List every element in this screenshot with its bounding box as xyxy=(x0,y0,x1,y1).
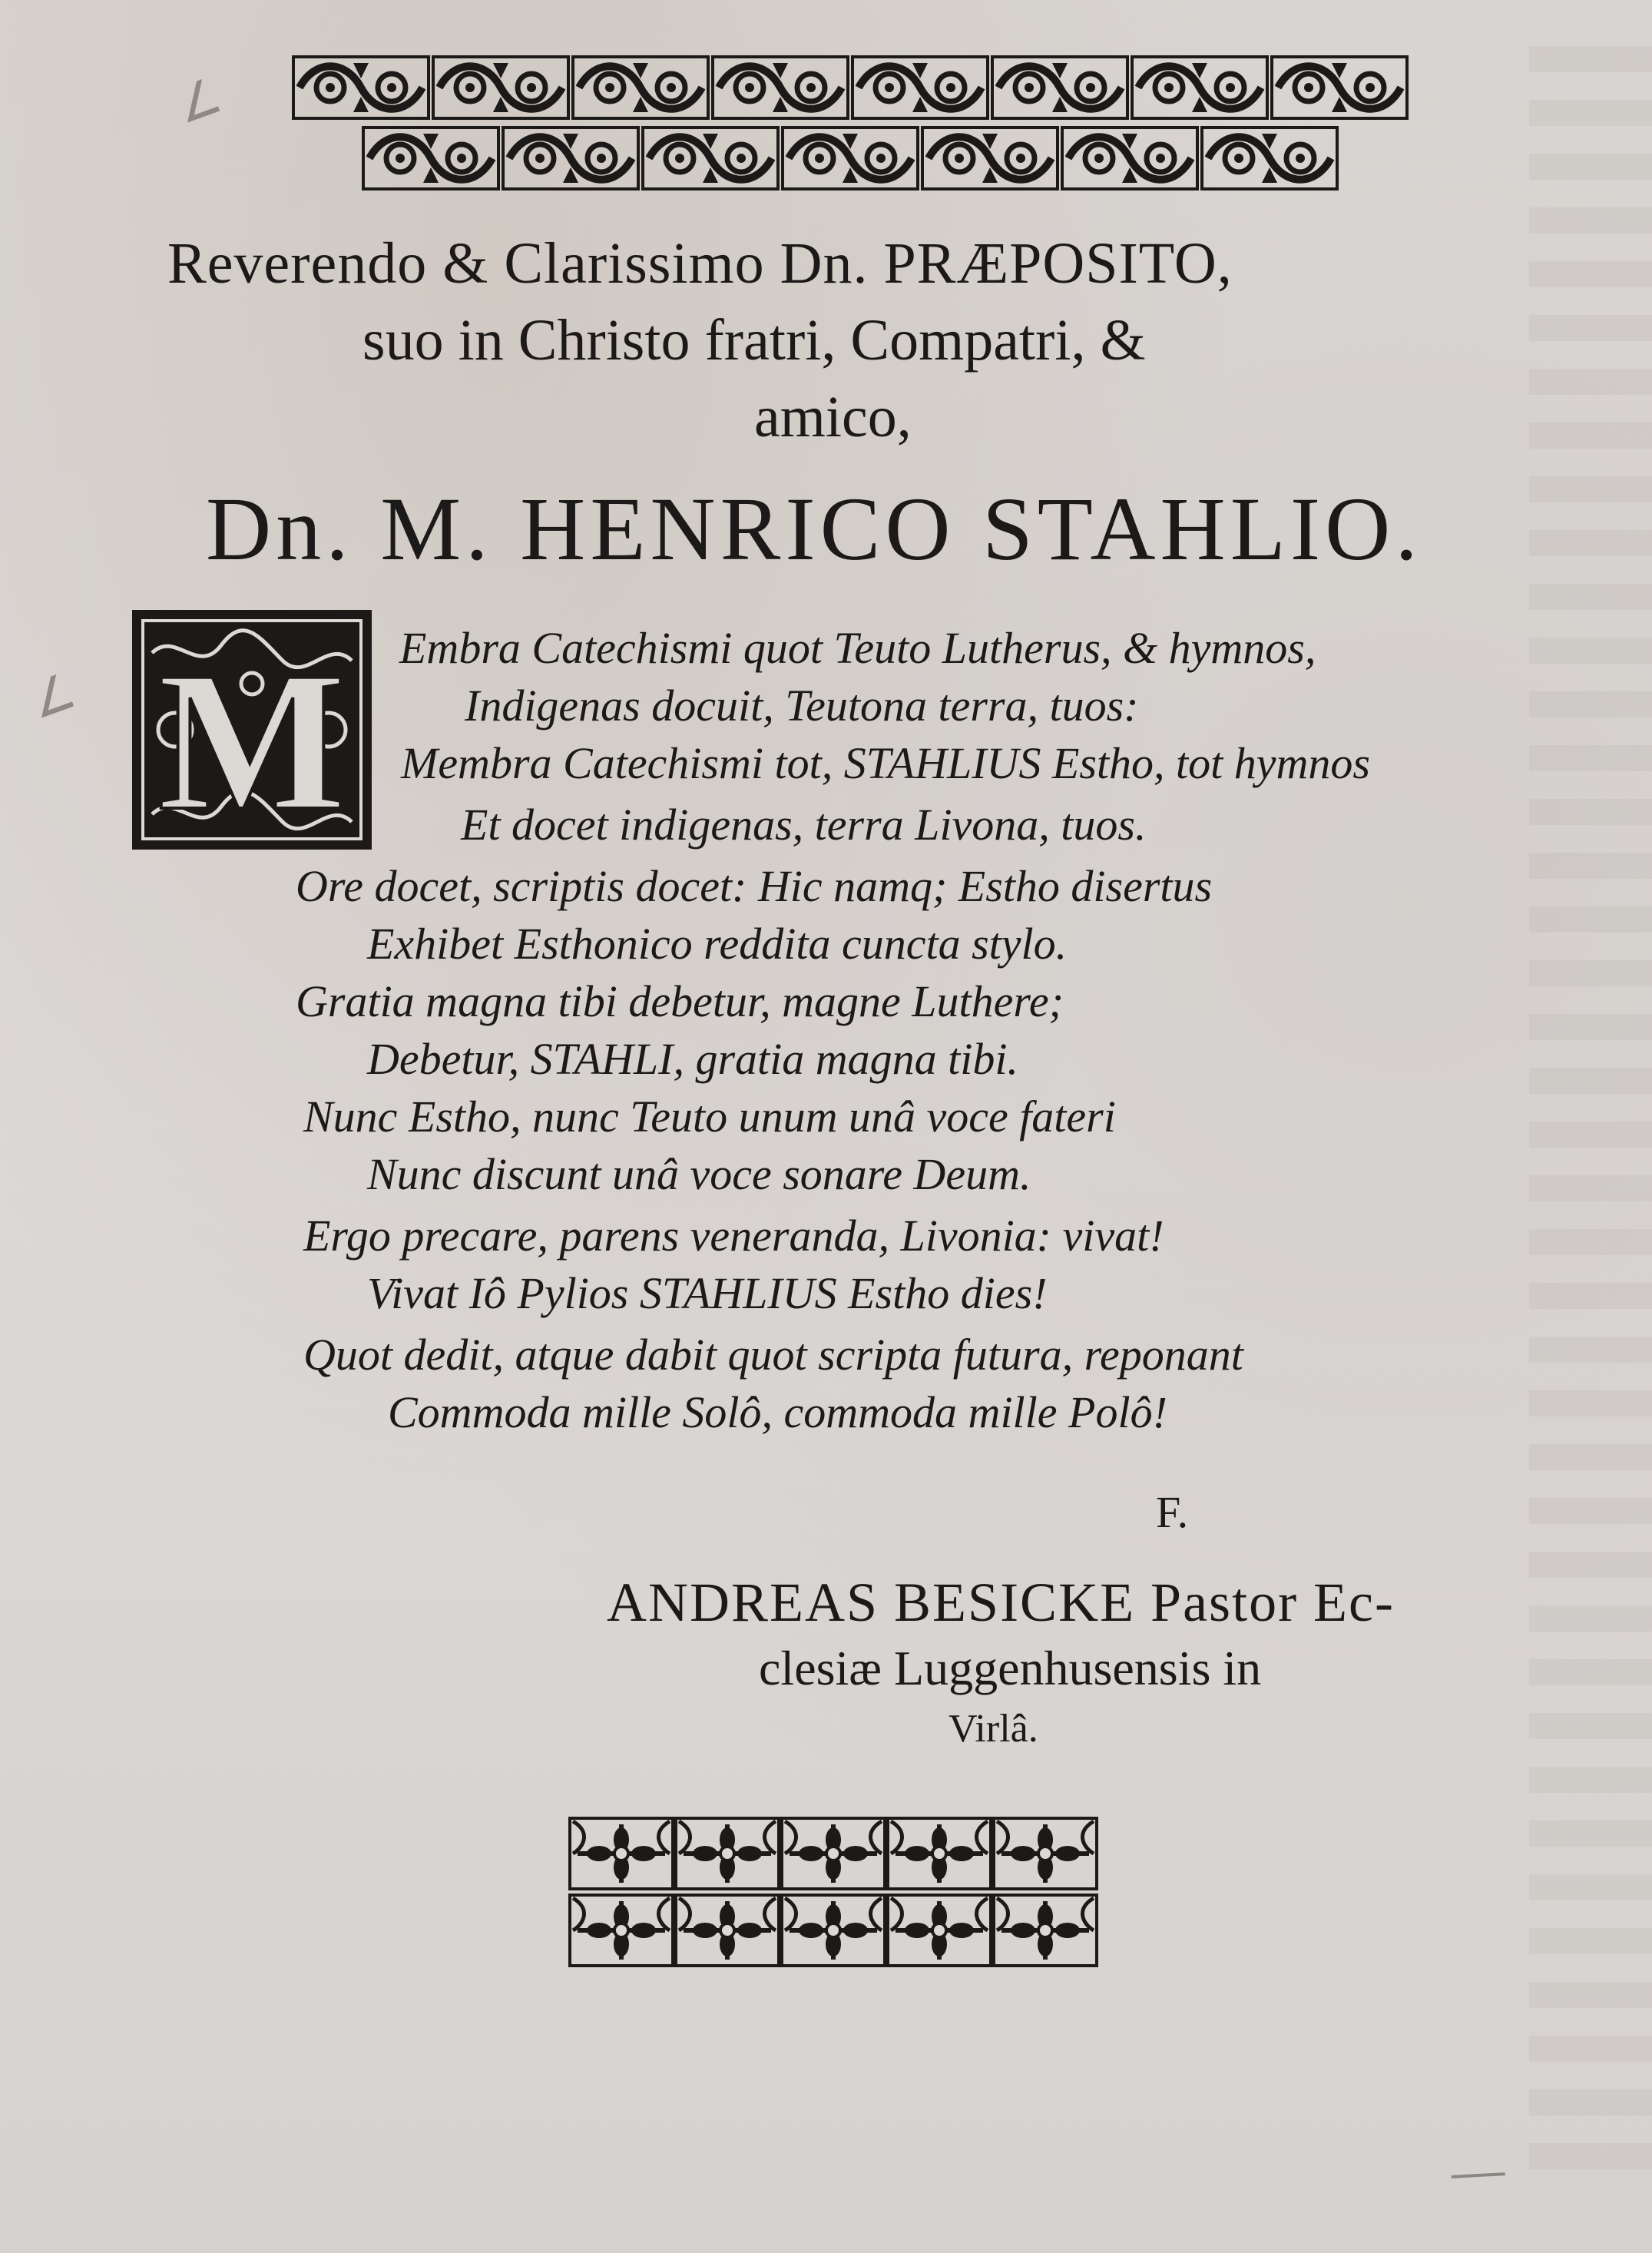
author-line-2: clesiæ Luggenhusensis in xyxy=(759,1641,1262,1695)
verse-line: Commoda mille Solô, commoda mille Polô! xyxy=(388,1387,1167,1437)
author-line-3: Virlâ. xyxy=(948,1707,1038,1751)
svg-text:M: M xyxy=(157,631,346,852)
verse-line: Embra Catechismi quot Teuto Lutherus, & hymnos, xyxy=(399,623,1316,673)
verse-line: Debetur, STAHLI, gratia magna tibi. xyxy=(367,1034,1018,1084)
verse-line: Ore docet, scriptis docet: Hic namq; Estho disertus xyxy=(296,861,1213,911)
verse-line: Gratia magna tibi debetur, magne Luthere; xyxy=(296,976,1064,1026)
verse-line: Nunc Estho, nunc Teuto unum unâ voce fateri xyxy=(303,1092,1116,1141)
verse-line: Et docet indigenas, terra Livona, tuos. xyxy=(461,800,1147,850)
verse-line: Exhibet Esthonico reddita cuncta stylo. xyxy=(367,919,1068,969)
signature-initial: F. xyxy=(1156,1487,1189,1537)
pencil-mark-top: ∠ xyxy=(168,67,230,136)
dedication-line-3: amico, xyxy=(754,385,912,449)
ornamental-headpiece-icon xyxy=(292,55,1413,194)
verse-line: Vivat Iô Pylios STAHLIUS Estho dies! xyxy=(367,1268,1048,1318)
verse-line: Quot dedit, atque dabit quot scripta futura, reponant xyxy=(303,1330,1243,1380)
dedication-line-2: suo in Christo fratri, Compatri, & xyxy=(363,308,1146,373)
ornamental-tailpiece-icon xyxy=(568,1817,1098,1970)
dedicatee-name: Dn. M. HENRICO STAHLIO. xyxy=(206,479,1422,579)
verse-line: Nunc discunt unâ voce sonare Deum. xyxy=(367,1149,1031,1199)
dedication-line-1: Reverendo & Clarissimo Dn. PRÆPOSITO, xyxy=(167,231,1233,296)
drop-cap-m-icon xyxy=(129,607,375,853)
pencil-mark-corner xyxy=(1452,2172,1506,2186)
pencil-mark-left: ∠ xyxy=(22,662,84,731)
verse-line: Indigenas docuit, Teutona terra, tuos: xyxy=(465,681,1139,731)
verse-line: Ergo precare, parens veneranda, Livonia: vivat! xyxy=(303,1211,1164,1261)
bleed-through-shadow xyxy=(1529,46,1652,2197)
verse-line: Membra Catechismi tot, STAHLIUS Estho, tot hymnos xyxy=(401,738,1370,788)
author-line-1: ANDREAS BESICKE Pastor Ec- xyxy=(607,1572,1395,1633)
